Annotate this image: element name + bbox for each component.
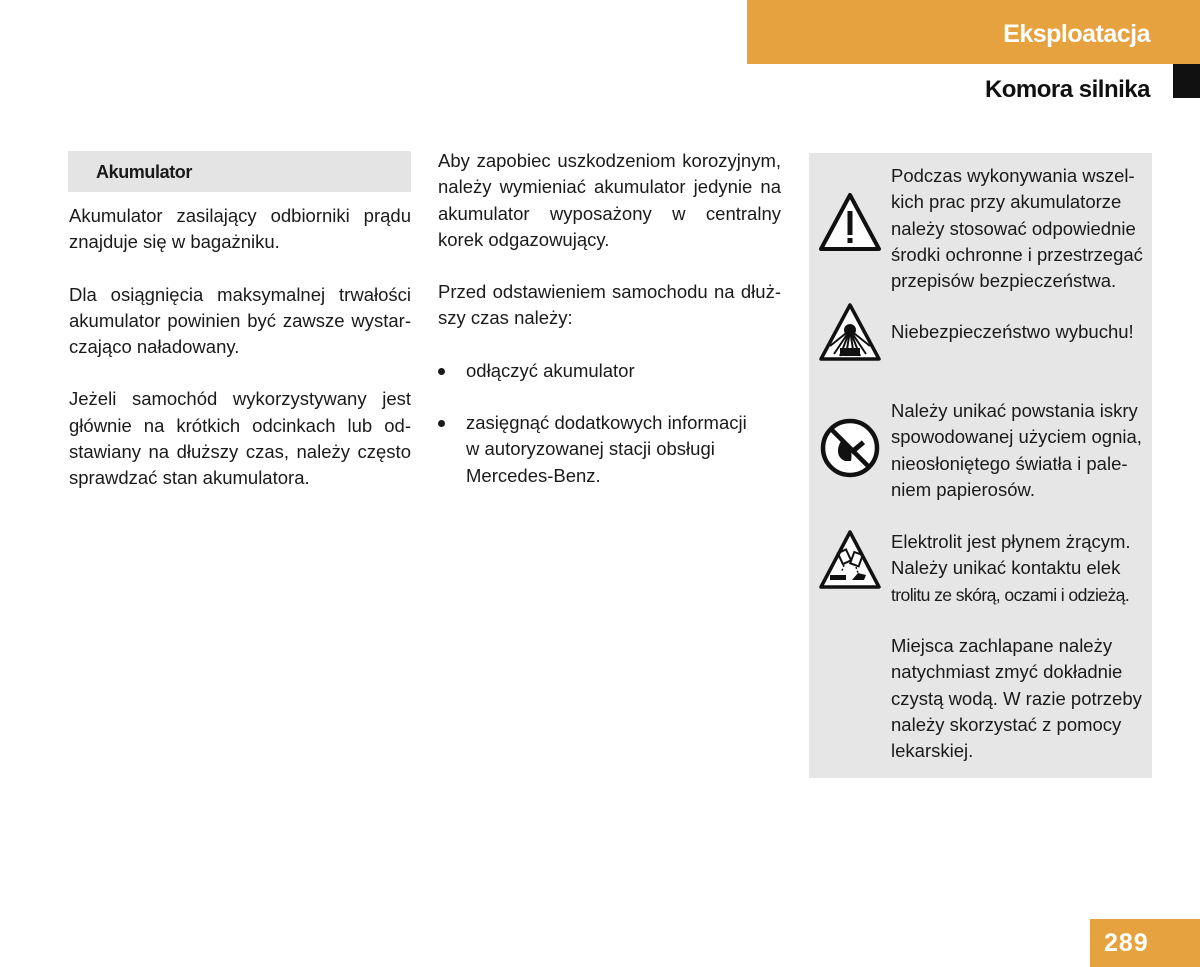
- left-column: [69, 203, 411, 492]
- section-heading-bar: [68, 151, 411, 192]
- text-line: Dla osiągnięcia maksymalnej trwałości: [69, 283, 411, 305]
- text-line: czająco naładowany.: [69, 336, 240, 358]
- warning-rinse-text: [891, 633, 1156, 764]
- text-line: korek odgazowujący.: [438, 228, 610, 250]
- warning-acid-text: [891, 529, 1156, 608]
- paragraph: [69, 282, 411, 361]
- page-number: 289: [1104, 929, 1149, 957]
- text-line: należy stosować odpowiednie: [891, 217, 1136, 239]
- warning-general-text: [891, 163, 1156, 294]
- text-line: akumulator powinien być zawsze wystar-: [69, 309, 411, 331]
- section-heading: Akumulator: [96, 162, 193, 182]
- text-line: akumulator wyposażony w centralny: [438, 202, 781, 224]
- chapter-title: Komora silnika: [984, 76, 1150, 103]
- text-line: przepisów bezpieczeństwa.: [891, 270, 1117, 292]
- paragraph: [438, 279, 781, 332]
- text-line: Mercedes-Benz.: [466, 464, 601, 486]
- text-line: głównie na krótkich odcinkach lub od-: [69, 414, 411, 436]
- middle-column: [438, 148, 781, 332]
- section-tab: [747, 0, 1200, 64]
- text-line: Miejsca zachlapane należy: [891, 635, 1113, 656]
- paragraph: [438, 148, 781, 253]
- text-line: Elektrolit jest płynem żrącym.: [891, 531, 1131, 552]
- text-line: w autoryzowanej stacji obsługi: [466, 438, 715, 460]
- text-line: kich prac przy akumulatorze: [891, 191, 1122, 213]
- text-line: spowodowanej użyciem ognia,: [891, 426, 1142, 448]
- text-line: należy skorzystać z pomocy: [891, 713, 1122, 735]
- paragraph: [69, 386, 411, 491]
- text-line: szy czas należy:: [438, 307, 573, 329]
- warning-triangle-icon: [818, 191, 882, 253]
- text-line: niem papierosów.: [891, 478, 1035, 500]
- text-line: natychmiast zmyć dokładnie: [891, 661, 1123, 683]
- paragraph: [69, 203, 411, 256]
- text-line: nieosłoniętego światła i pale-: [891, 452, 1128, 474]
- warning-fire-text: [891, 398, 1156, 503]
- thumb-index-mark: [1173, 64, 1200, 98]
- text-line: środki ochronne i przestrzegać: [891, 243, 1143, 265]
- no-fire-icon: [819, 417, 881, 479]
- text-line: stawiany na dłuższy czas, należy często: [69, 441, 411, 463]
- bullet-dot: [438, 368, 445, 375]
- text-line: lekarskiej.: [891, 740, 974, 762]
- text-line: Przed odstawieniem samochodu na dłuż-: [438, 281, 781, 303]
- text-line: czystą wodą. W razie potrzeby: [891, 687, 1142, 709]
- text-line: należy wymieniać akumulator jedynie na: [438, 176, 781, 198]
- text-line: Aby zapobiec uszkodzeniom korozyjnym,: [438, 150, 781, 171]
- text-line: Należy unikać powstania iskry: [891, 400, 1138, 421]
- text-line: zasięgnąć dodatkowych informacji: [466, 412, 747, 433]
- text-line: Niebezpieczeństwo wybuchu!: [891, 321, 1134, 342]
- text-line: Podczas wykonywania wszel-: [891, 165, 1135, 186]
- warning-explosion-text: [891, 319, 1156, 345]
- text-line: znajduje się w bagażniku.: [69, 231, 280, 253]
- section-title: Eksploatacja: [1003, 20, 1150, 48]
- bullet-dot: [438, 420, 445, 427]
- text-line: trolitu ze skórą, oczami i odzieżą.: [891, 584, 1130, 605]
- text-line: odłączyć akumulator: [466, 360, 635, 381]
- text-line: sprawdzać stan akumulatora.: [69, 467, 310, 489]
- corrosive-hazard-icon: [818, 529, 882, 591]
- text-line: Należy unikać kontaktu elek: [891, 557, 1121, 579]
- text-line: Jeżeli samochód wykorzystywany jest: [69, 388, 411, 410]
- page-number-badge: [1090, 919, 1200, 967]
- explosion-hazard-icon: [818, 302, 882, 362]
- text-line: Akumulator zasilający odbiorniki prądu: [69, 205, 411, 226]
